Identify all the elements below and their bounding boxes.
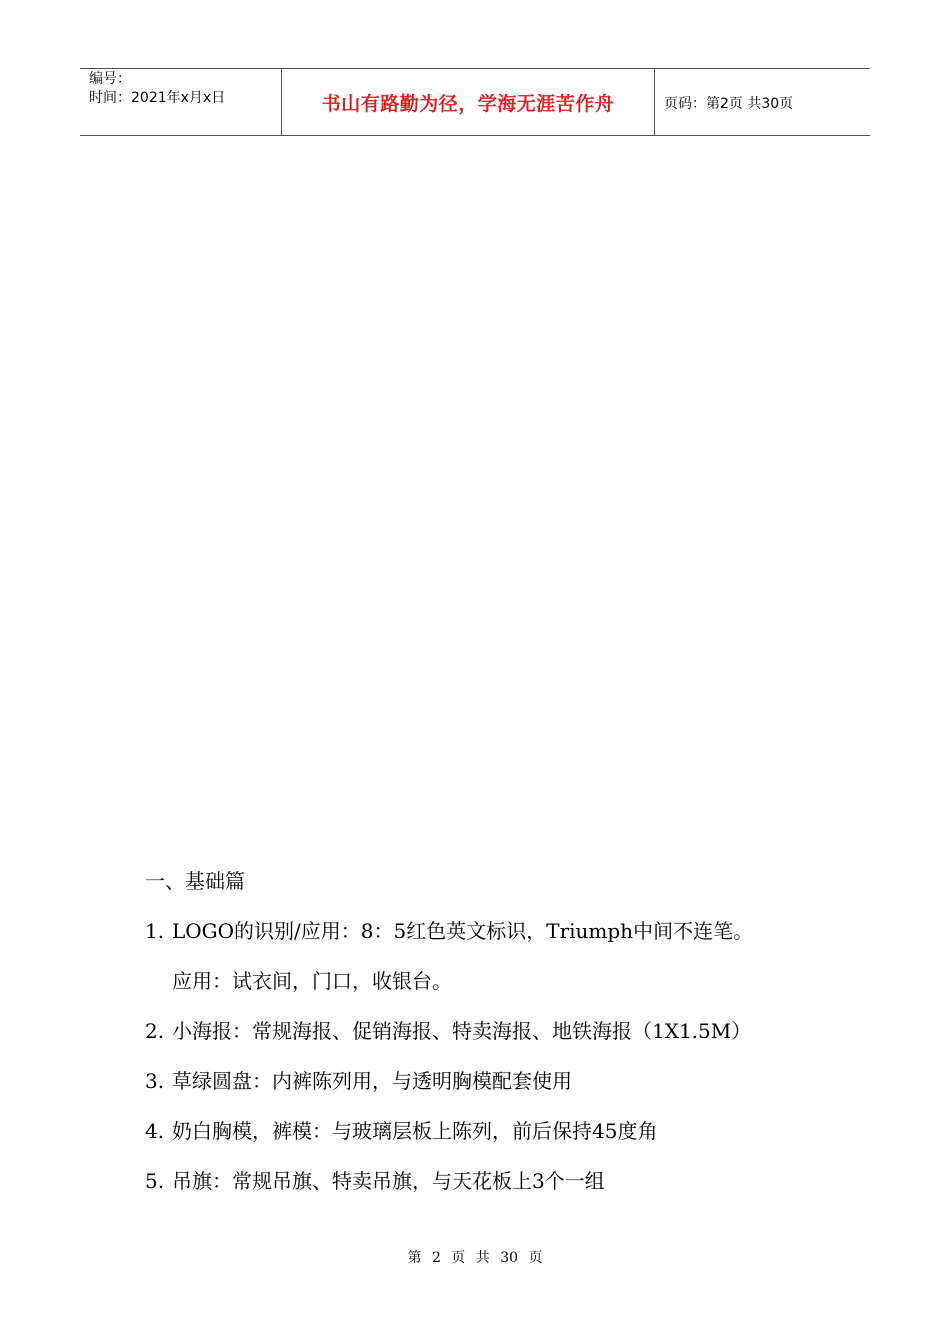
- list-item-continuation: 应用：试衣间，门口，收银台。: [172, 969, 452, 993]
- list-item-text: 小海报：常规海报、促销海报、特卖海报、地铁海报（1X1.5M）: [172, 1019, 752, 1043]
- list-item: [145, 1116, 845, 1146]
- page-footer: 第 2 页 共 30 页: [407, 1250, 543, 1266]
- list-item: [145, 916, 845, 946]
- list-item: [145, 1166, 845, 1196]
- list-item-number: 5.: [145, 1169, 165, 1193]
- list-item: [145, 1016, 845, 1046]
- list-item-text: 草绿圆盘：内裤陈列用，与透明胸模配套使用: [172, 1069, 572, 1093]
- list-item-number: 3.: [145, 1069, 165, 1093]
- list-item-text: 吊旗：常规吊旗、特卖吊旗，与天花板上3个一组: [172, 1169, 605, 1193]
- header-bottom-rule: [80, 135, 870, 136]
- document-body: [145, 866, 845, 1216]
- header-page-code: 页码：第2页 共30页: [664, 96, 794, 112]
- header-left-cell: [89, 70, 225, 108]
- section-title: 一、基础篇: [145, 869, 245, 893]
- list-item-number: 4.: [145, 1119, 165, 1143]
- list-item-text: 奶白胸模，裤模：与玻璃层板上陈列，前后保持45度角: [172, 1119, 658, 1143]
- document-date: 时间：2021年x月x日: [89, 90, 226, 106]
- header-motto: 书山有路勤为径，学海无涯苦作舟: [321, 93, 615, 115]
- list-item-number: 2.: [145, 1019, 165, 1043]
- list-item-number: 1.: [145, 919, 165, 943]
- header-top-rule: [80, 68, 870, 69]
- document-number-label: 编号：: [89, 71, 131, 87]
- header-divider-right: [654, 68, 655, 136]
- list-item: [145, 1066, 845, 1096]
- list-item-text: LOGO的识别/应用：8：5红色英文标识，Triumph中间不连笔。: [172, 919, 754, 943]
